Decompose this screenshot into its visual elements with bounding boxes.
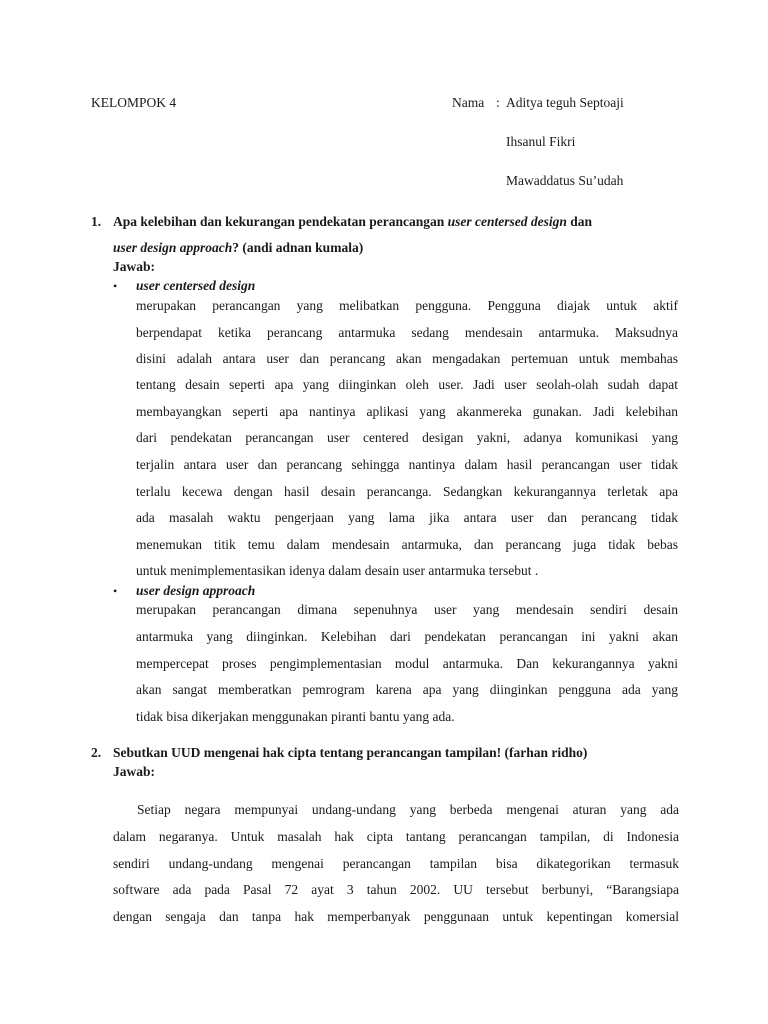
- answer-label: Jawab:: [113, 259, 156, 274]
- paragraph-line: dengan sengaja dan tanpa hak memperbanyak penggunaan untuk kepentingan komersial: [113, 909, 679, 924]
- bullet-title: user centersed design: [136, 278, 256, 293]
- question-1-line-2: user design approach? (andi adnan kumala): [113, 240, 364, 255]
- bullet-title: user design approach: [136, 583, 256, 598]
- member-name: Ihsanul Fikri: [506, 134, 576, 149]
- paragraph-line: membayangkan seperti apa nantinya aplikasi yang akanmereka gunakan. Jadi kelebihan: [136, 404, 678, 419]
- paragraph-line: dalam negaranya. Untuk masalah hak cipta tantang perancangan tampilan, di Indonesia: [113, 829, 679, 844]
- paragraph-line: merupakan perancangan dimana sepenuhnya user yang mendesain sendiri desain: [136, 602, 678, 617]
- paragraph-line: sendiri undang-undang mengenai perancangan tampilan bisa dikategorikan termasuk: [113, 856, 679, 871]
- paragraph-line: menemukan titik temu dalam mendesain antarmuka, dan perancang juga tidak bebas: [136, 537, 678, 552]
- group-label: KELOMPOK 4: [91, 95, 177, 110]
- paragraph-line: antarmuka yang diinginkan. Kelebihan dari pendekatan perancangan ini yakni akan: [136, 629, 678, 644]
- name-label: Nama: [452, 95, 485, 110]
- answer-label: Jawab:: [113, 764, 156, 779]
- paragraph-line: berpendapat ketika perancang antarmuka sedang mendesain antarmuka. Maksudnya: [136, 325, 678, 340]
- bullet-icon: •: [113, 279, 118, 293]
- paragraph-line: tidak bisa dikerjakan menggunakan piranti bantu yang ada.: [136, 709, 455, 724]
- paragraph-line: dari pendekatan perancangan user centered desigan yakni, adanya komunikasi yang: [136, 430, 678, 445]
- question-2-text: Sebutkan UUD mengenai hak cipta tentang perancangan tampilan! (farhan ridho): [113, 745, 588, 760]
- paragraph-line: mempercepat proses pengimplementasian modul antarmuka. Dan kekurangannya yakni: [136, 656, 678, 671]
- paragraph-line: software ada pada Pasal 72 ayat 3 tahun 2002. UU tersebut berbunyi, “Barangsiapa: [113, 882, 679, 897]
- paragraph-line: tentang desain seperti apa yang diinginkan oleh user. Jadi user seolah-olah sudah dapat: [136, 377, 678, 392]
- paragraph-line: disini adalah antara user dan perancang akan mengadakan pertemuan untuk membahas: [136, 351, 678, 366]
- name-separator: :: [496, 95, 500, 110]
- paragraph-line: terjalin antara user dan perancang sehingga nantinya dalam hasil perancangan user tidak: [136, 457, 678, 472]
- paragraph-line: Setiap negara mempunyai undang-undang yang berbeda mengenai aturan yang ada: [137, 802, 679, 817]
- paragraph-line: untuk menimplementasikan idenya dalam desain user antarmuka tersebut .: [136, 563, 539, 578]
- bullet-icon: •: [113, 584, 118, 598]
- question-number: 1.: [91, 214, 102, 229]
- paragraph-line: terlalu kecewa dengan hasil desain perancanga. Sedangkan kekurangannya terletak apa: [136, 484, 678, 499]
- member-name: Mawaddatus Su’udah: [506, 173, 624, 188]
- question-number: 2.: [91, 745, 102, 760]
- paragraph-line: akan sangat memberatkan pemrogram karena apa yang diinginkan pengguna ada yang: [136, 682, 678, 697]
- paragraph-line: ada masalah waktu pengerjaan yang lama jika antara user dan perancang tidak: [136, 510, 678, 525]
- member-name: Aditya teguh Septoaji: [506, 95, 624, 110]
- paragraph-line: merupakan perancangan yang melibatkan pengguna. Pengguna diajak untuk aktif: [136, 298, 678, 313]
- question-1-line-1: Apa kelebihan dan kekurangan pendekatan perancangan user centersed design dan: [113, 214, 592, 229]
